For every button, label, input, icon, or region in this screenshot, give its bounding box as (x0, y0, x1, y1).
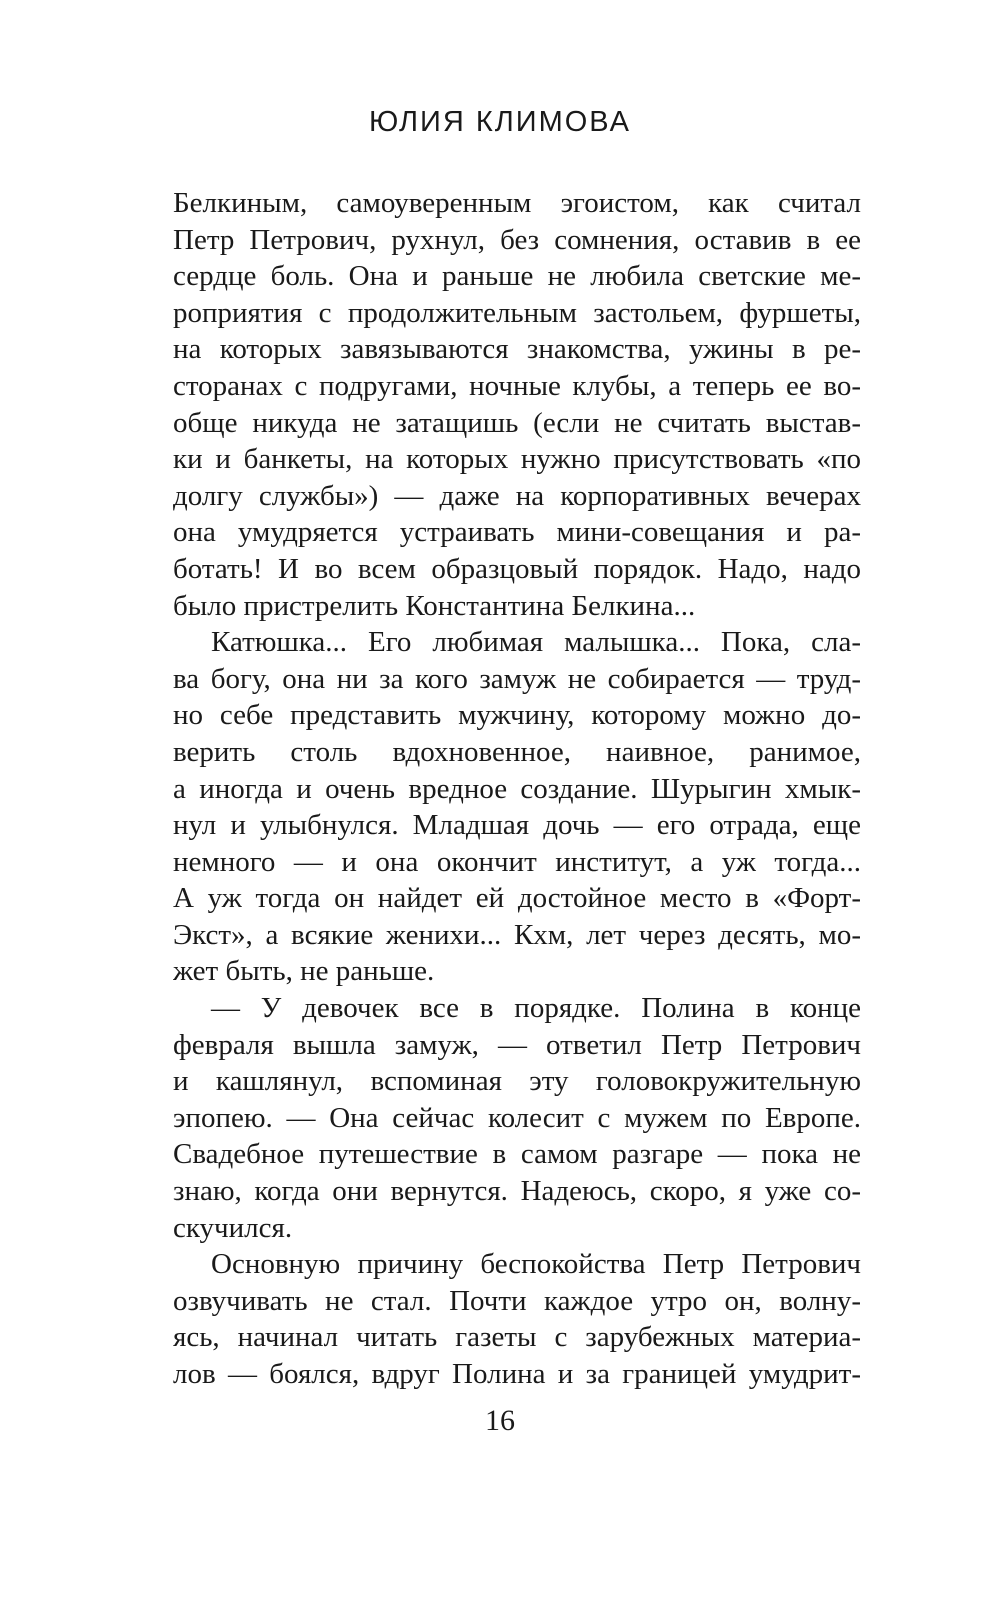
text-line: было пристрелить Константина Белкина... (173, 589, 696, 622)
text-line: обще никуда не затащишь (если не считать выстав- (173, 406, 861, 439)
text-line: сердце боль. Она и раньше не любила светские ме- (173, 260, 861, 293)
text-line: верить столь вдохновенное, наивное, ранимое, (173, 735, 861, 768)
text-line: лов — боялся, вдруг Полина и за границей умудрит- (173, 1358, 861, 1390)
text-line: нул и улыбнулся. Младшая дочь — его отрада, еще (173, 809, 861, 842)
text-line: озвучивать не стал. Почти каждое утро он, волну- (173, 1284, 861, 1317)
text-line: жет быть, не раньше. (173, 955, 435, 988)
text-line: февраля вышла замуж, — ответил Петр Петрович (173, 1028, 861, 1061)
text-line: ясь, начинал читать газеты с зарубежных материа- (173, 1321, 861, 1354)
text-line: но себе представить мужчину, которому можно до- (173, 699, 861, 732)
text-line: знаю, когда они вернутся. Надеюсь, скоро, я уже со- (173, 1175, 861, 1208)
text-line: А уж тогда он найдет ей достойное место в «Форт- (173, 882, 861, 915)
text-line: Основную причину беспокойства Петр Петрович (211, 1248, 861, 1281)
text-line: Катюшка... Его любимая малышка... Пока, сла- (211, 626, 861, 659)
text-line: на которых завязываются знакомства, ужины в ре- (173, 333, 861, 366)
text-line: роприятия с продолжительным застольем, фуршеты, (173, 296, 861, 329)
text-line: Свадебное путешествие в самом разгаре — пока не (173, 1138, 861, 1171)
text-line: долгу службы») — даже на корпоративных вечерах (173, 479, 861, 512)
text-line: ки и банкеты, на которых нужно присутствовать «по (173, 443, 861, 476)
page-number: 16 (485, 1404, 515, 1437)
text-line: ва богу, она ни за кого замуж не собирается — труд- (173, 662, 861, 695)
text-line: и кашлянул, вспоминая эту головокружительную (173, 1065, 861, 1098)
text-line: Экст», а всякие женихи... Кхм, лет через десять, мо- (173, 918, 861, 951)
text-line: Белкиным, самоуверенным эгоистом, как считал (173, 187, 861, 219)
text-line: она умудряется устраивать мини-совещания и ра- (173, 516, 861, 549)
text-line: — У девочек все в порядке. Полина в конце (211, 992, 861, 1025)
text-line: Петр Петрович, рухнул, без сомнения, оставив в ее (173, 223, 861, 256)
running-head-author: ЮЛИЯ КЛИМОВА (368, 106, 632, 138)
text-line: скучился. (173, 1211, 293, 1244)
text-line: эпопею. — Она сейчас колесит с мужем по Европе. (173, 1101, 861, 1134)
text-line: а иногда и очень вредное создание. Шурыгин хмык- (173, 772, 861, 805)
text-line: немного — и она окончит институт, а уж тогда... (173, 845, 861, 878)
body-text (173, 185, 861, 1393)
text-line: сторанах с подругами, ночные клубы, а теперь ее во- (173, 369, 861, 402)
text-line: ботать! И во всем образцовый порядок. Надо, надо (173, 552, 861, 585)
